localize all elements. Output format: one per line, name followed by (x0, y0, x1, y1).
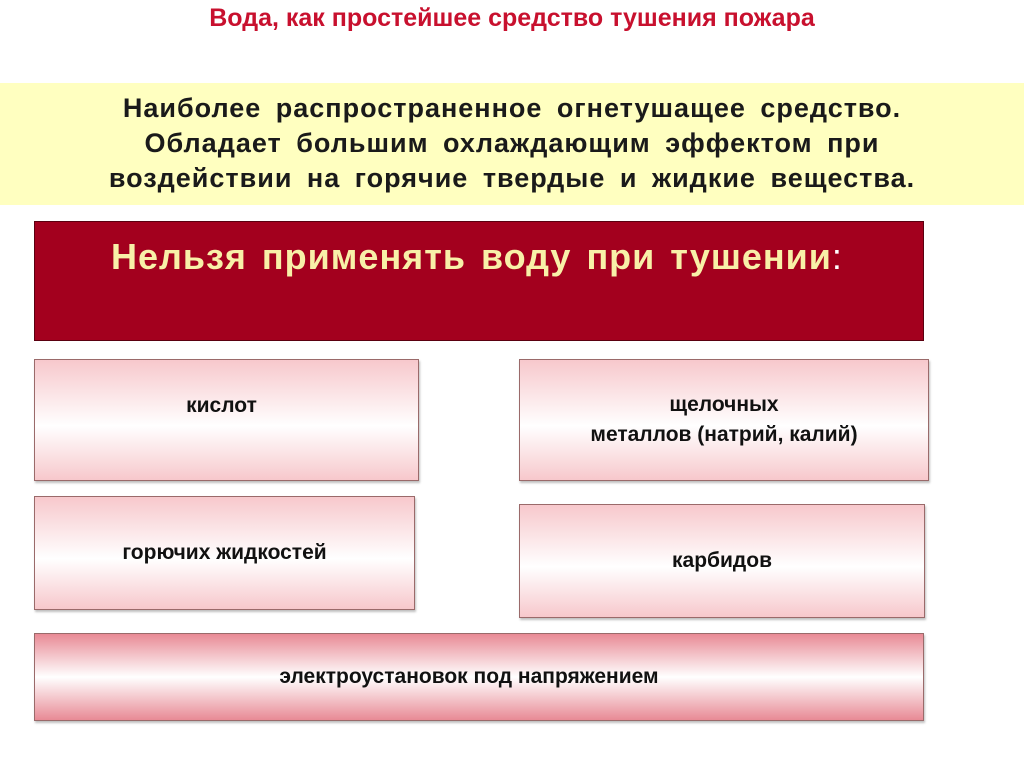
item-acids (34, 359, 419, 481)
warning-header-text (111, 236, 843, 278)
item-carbides-label: карбидов (672, 549, 772, 572)
item-electrical-installations (34, 633, 924, 721)
info-line-3: воздействии на горячие твердые и жидкие вещества. (108, 163, 916, 193)
item-carbides (519, 504, 925, 618)
item-electrical-label: электроустановок под напряжением (279, 665, 659, 688)
info-line-1: Наиболее распространенное огнетушащее средство. (122, 93, 902, 123)
slide-title: Вода, как простейшее средство тушения пожара (209, 4, 815, 32)
item-alkali-metals (519, 359, 929, 481)
item-alkali-line-2: металлов (натрий, калий) (590, 423, 858, 446)
item-flammable-label: горючих жидкостей (122, 541, 327, 564)
item-alkali-line-1: щелочных (669, 393, 779, 416)
warning-header-label: Нельзя применять воду при тушении (111, 236, 832, 277)
item-acids-label: кислот (186, 394, 257, 417)
warning-header (34, 221, 924, 341)
info-line-2: Обладает большим охлаждающим эффектом при (144, 128, 880, 158)
warning-header-colon: : (831, 236, 843, 277)
info-block (0, 83, 1024, 205)
item-flammable-liquids (34, 496, 415, 610)
